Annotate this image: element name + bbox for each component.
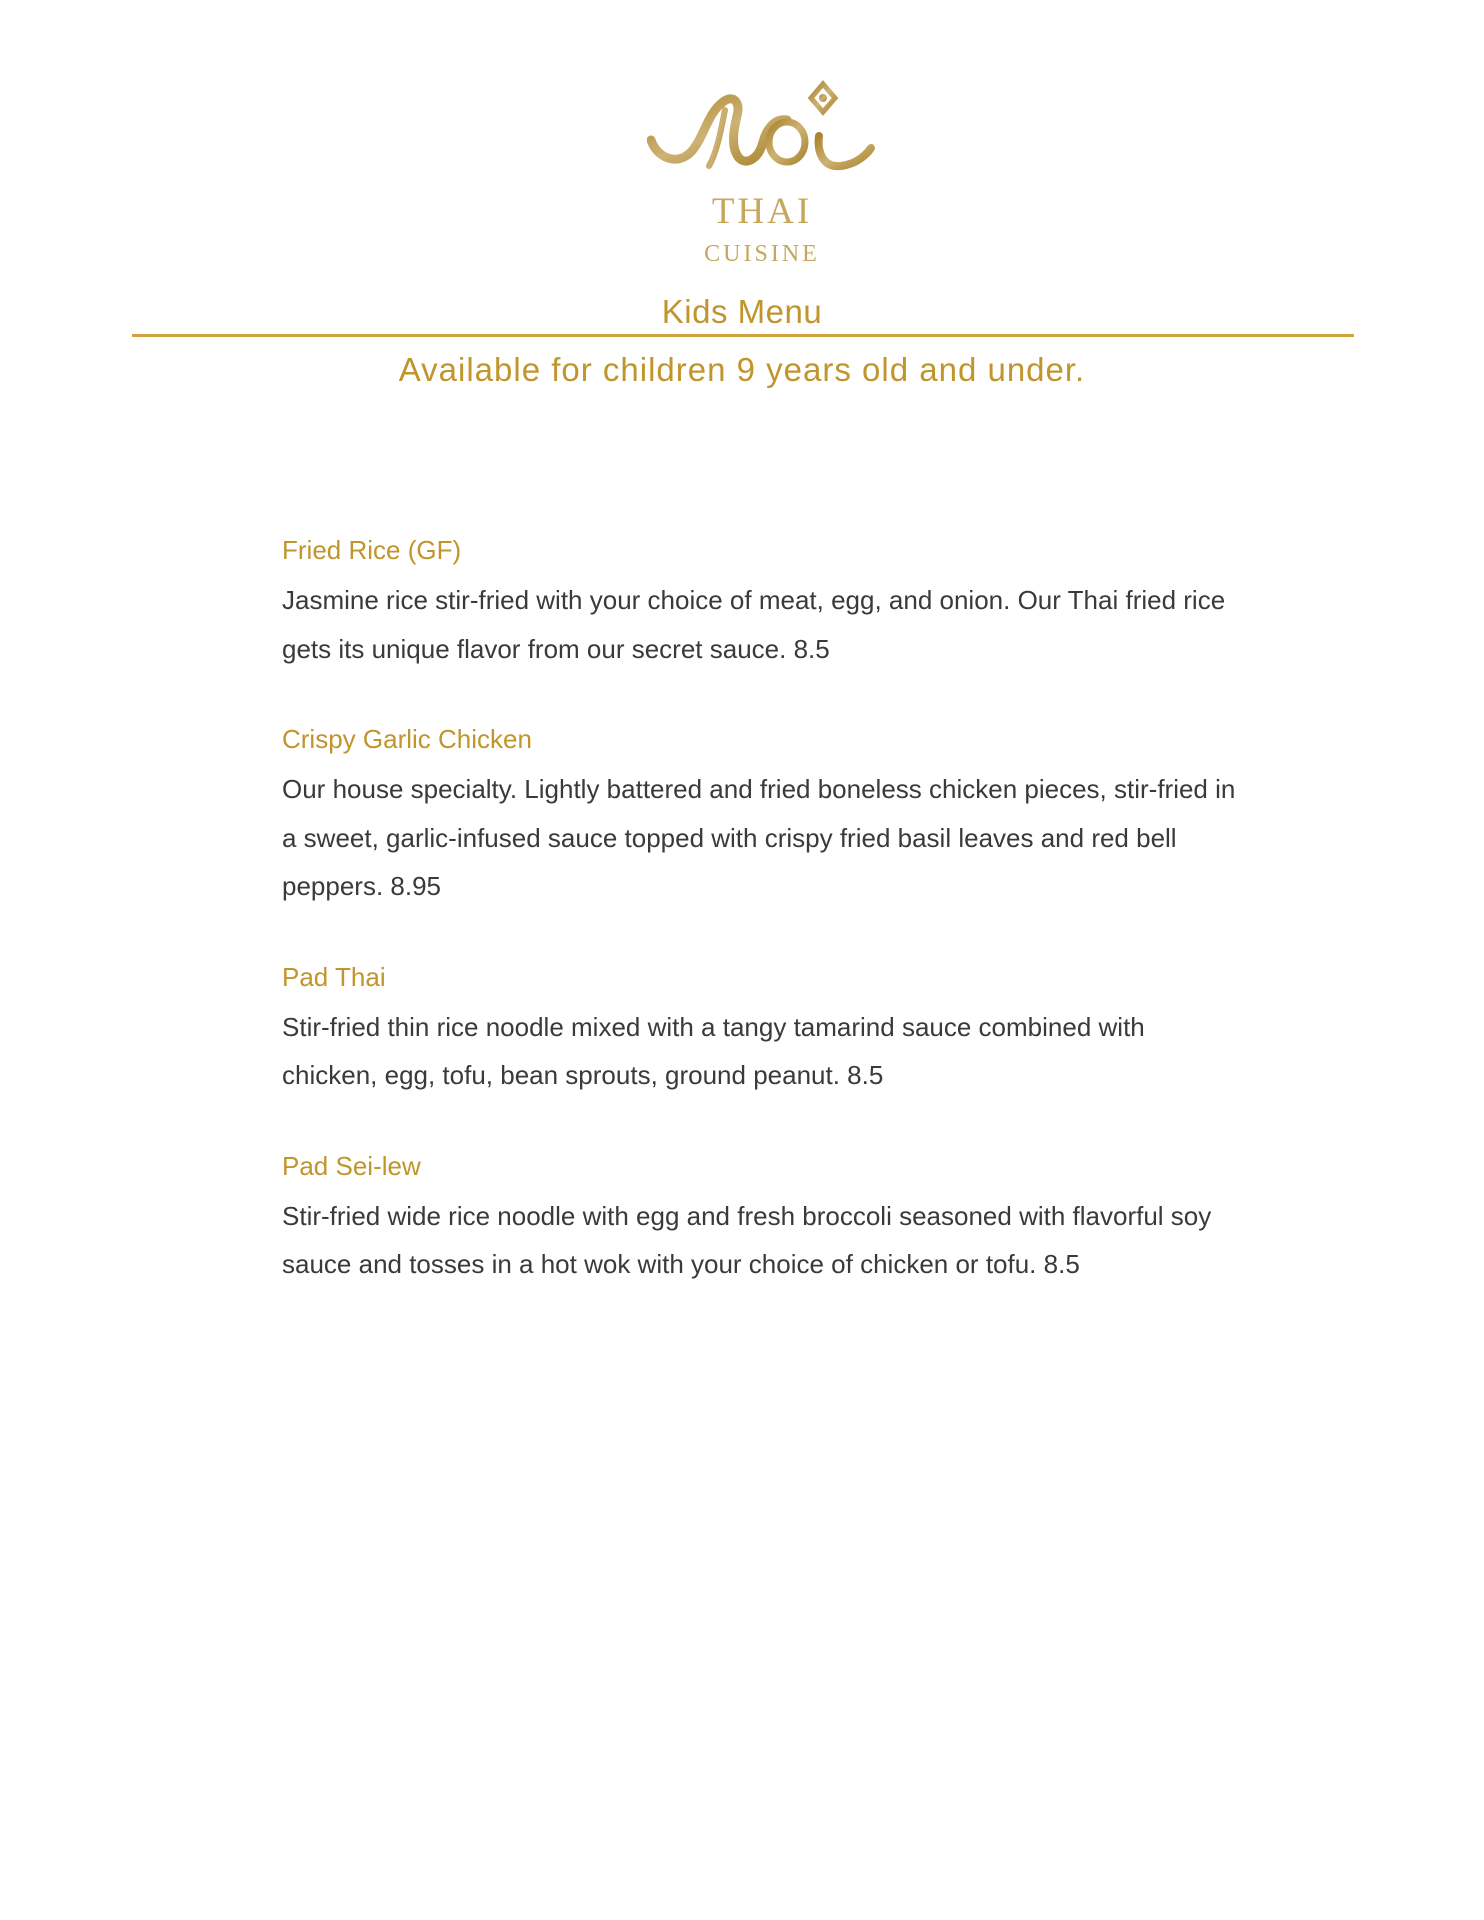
menu-item-description: Stir-fried wide rice noodle with egg and fresh broccoli seasoned with flavorful soy sauce and tosses in a hot wok with your choice of chicken or tofu. 8.5 bbox=[282, 1200, 1212, 1279]
logo-thai-text: THAI bbox=[711, 191, 813, 232]
age-notice: Available for children 9 years old and under. bbox=[398, 351, 1086, 388]
menu-item bbox=[282, 1148, 1242, 1289]
menu-item bbox=[282, 959, 1242, 1100]
menu-item-name: Crispy Garlic Chicken bbox=[282, 724, 532, 754]
noi-script-logo-icon bbox=[647, 80, 877, 190]
menu-item-name: Fried Rice (GF) bbox=[282, 535, 462, 565]
restaurant-logo bbox=[642, 80, 882, 280]
menu-item bbox=[282, 532, 1242, 673]
menu-item-name: Pad Sei-lew bbox=[282, 1150, 421, 1181]
menu-item-name: Pad Thai bbox=[282, 961, 386, 992]
page-title: Kids Menu bbox=[661, 293, 823, 330]
menu-item-description: Our house specialty. Lightly battered and fried boneless chicken pieces, stir-fried in a sweet, garlic-infused sauce topped with crispy fried basil leaves and red bell peppers. 8.95 bbox=[282, 774, 1236, 901]
logo-cuisine-text: CUISINE bbox=[704, 241, 820, 267]
menu-items-list bbox=[282, 532, 1242, 1337]
menu-item-description: Stir-fried thin rice noodle mixed with a tangy tamarind sauce combined with chicken, egg, tofu, bean sprouts, ground peanut. 8.5 bbox=[282, 1011, 1145, 1090]
header-divider bbox=[132, 334, 1354, 337]
menu-item-description: Jasmine rice stir-fried with your choice of meat, egg, and onion. Our Thai fried rice gets its unique flavor from our secret sauce. 8.5 bbox=[282, 585, 1226, 664]
menu-item bbox=[282, 721, 1242, 911]
